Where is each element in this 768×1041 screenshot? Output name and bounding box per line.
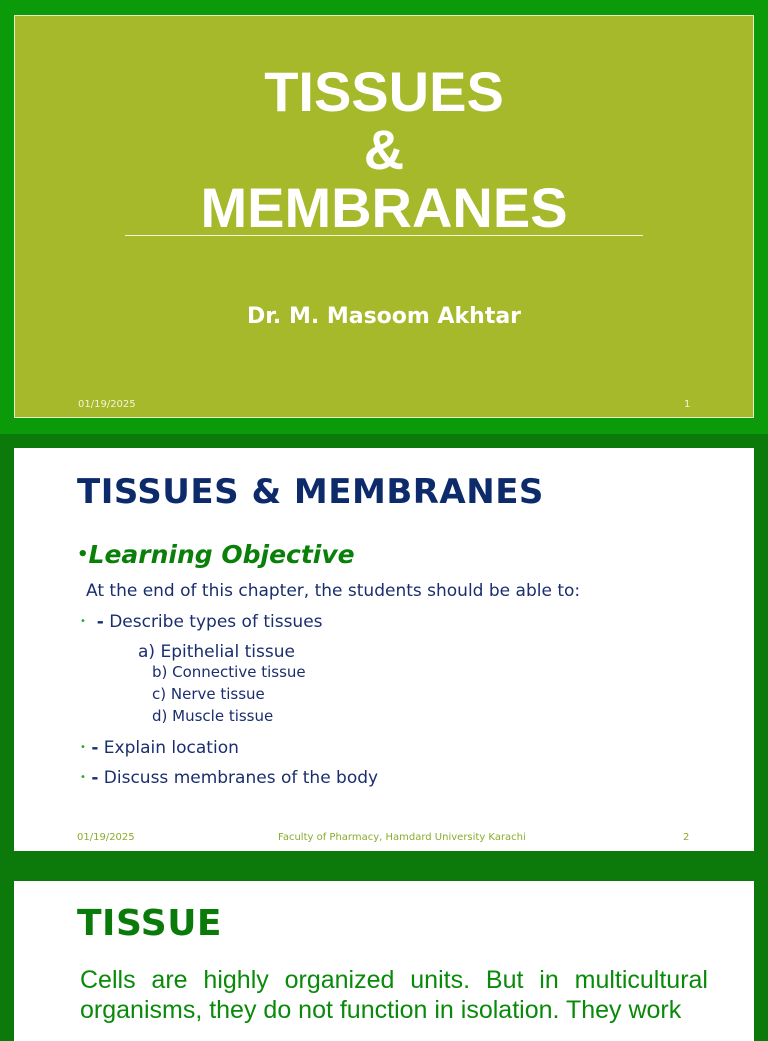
- slide-footer: Faculty of Pharmacy, Hamdard University Karachi: [278, 832, 526, 843]
- sub-item-d: d) Muscle tissue: [152, 707, 274, 725]
- slide-date: 01/19/2025: [78, 399, 136, 410]
- sub-item-c: c) Nerve tissue: [152, 685, 265, 703]
- bullet-icon: •: [80, 616, 86, 627]
- slide-heading: TISSUE: [77, 903, 223, 944]
- bullet-icon: •: [77, 544, 89, 565]
- slide-date: 01/19/2025: [77, 832, 135, 843]
- slide-paragraph: Cells are highly organized units. But in multicultural organisms, they do not function in isolation. They work: [80, 966, 708, 1024]
- bullet-icon: •: [80, 772, 86, 783]
- sub-item-a: a) Epithelial tissue: [138, 642, 295, 662]
- bullet-item-2: [80, 738, 239, 758]
- bullet-text: Explain location: [103, 738, 239, 758]
- title-line-1: TISSUES: [264, 60, 504, 123]
- slide-3[interactable]: [14, 881, 754, 1041]
- learning-objective-label: Learning Objective: [88, 540, 355, 569]
- slide-2[interactable]: [14, 448, 754, 851]
- author-name: Dr. M. Masoom Akhtar: [246, 304, 522, 329]
- slide-1[interactable]: [14, 15, 754, 418]
- slide-number: 2: [683, 832, 690, 843]
- dash: -: [91, 738, 99, 758]
- bullet-item-3: [80, 768, 378, 788]
- intro-text: At the end of this chapter, the students should be able to:: [86, 581, 581, 601]
- sub-item-b: b) Connective tissue: [152, 663, 306, 681]
- bullet-text: Describe types of tissues: [109, 612, 323, 632]
- bullet-item-1: [80, 612, 323, 632]
- dash: -: [91, 768, 99, 788]
- bullet-icon: •: [80, 742, 86, 753]
- learning-objective-heading: [77, 540, 355, 569]
- slide-heading: TISSUES & MEMBRANES: [77, 472, 544, 512]
- title-line-3: MEMBRANES: [200, 176, 568, 239]
- title-divider: [125, 235, 643, 236]
- title-line-2: &: [363, 118, 405, 181]
- slide-number: 1: [684, 399, 691, 410]
- dash: -: [96, 612, 104, 632]
- bullet-text: Discuss membranes of the body: [103, 768, 379, 788]
